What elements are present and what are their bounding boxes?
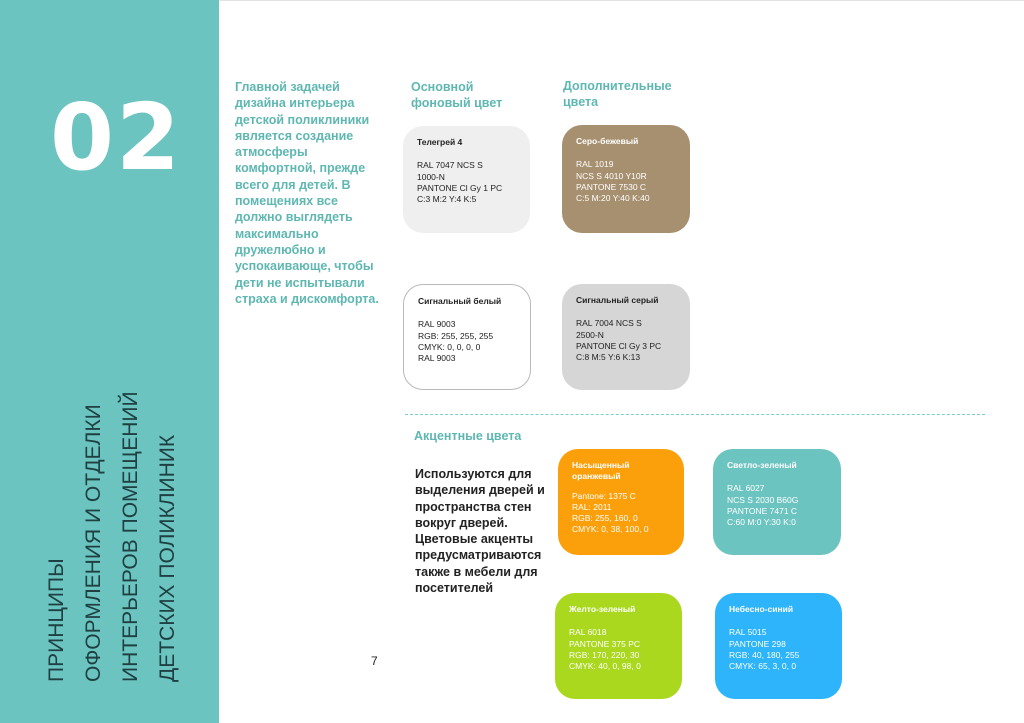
card-title: Насыщенный оранжевый (572, 460, 630, 482)
color-card-sky-blue (715, 593, 842, 699)
card-title: Сигнальный серый (576, 295, 659, 305)
card-line: PANTONE 7471 C (727, 505, 798, 516)
extra-colors-label: Дополнительные цвета (563, 79, 672, 109)
top-border (219, 0, 1024, 1)
card-title: Небесно-синий (729, 604, 794, 614)
card-line: 1000-N (417, 171, 445, 182)
accent-colors-label: Акцентные цвета (414, 429, 522, 443)
color-card-telegrey (403, 126, 530, 233)
card-line: RAL 9003 (418, 319, 456, 330)
card-line: PANTONE 7530 C (576, 181, 647, 192)
card-line: CMYK: 40, 0, 98, 0 (569, 661, 641, 672)
color-card-signal-white (403, 284, 531, 390)
vertical-title (38, 382, 186, 682)
color-card-grey-beige (562, 125, 690, 233)
card-line: RGB: 170, 220, 30 (569, 649, 640, 660)
page-number: 7 (371, 654, 378, 668)
card-line: C:60 M:0 Y:30 K:0 (727, 517, 796, 528)
title-line-4: ДЕТСКИХ ПОЛИКЛИНИК (156, 434, 179, 682)
card-line: RAL: 2011 (572, 501, 612, 512)
sidebar (0, 0, 219, 723)
card-line: PANTONE 298 (729, 638, 786, 649)
card-line: RGB: 255, 160, 0 (572, 513, 638, 524)
title-line-2: ОФОРМЛЕНИЯ И ОТДЕЛКИ (82, 404, 105, 682)
card-line: C:3 M:2 Y:4 K:5 (417, 194, 477, 205)
card-line: CMYK: 0, 0, 0, 0 (418, 341, 481, 352)
accent-description: Используются для выделения дверей и пространства стен вокруг дверей. Цветовые акценты предусматриваются также в мебели для посетителей (415, 467, 545, 596)
card-line: PANTONE Cl Gy 1 PC (417, 182, 503, 193)
card-line: RAL 7004 NCS S (576, 318, 642, 329)
card-title: Светло-зеленый (727, 460, 797, 470)
color-card-orange (558, 449, 684, 555)
color-card-light-green (713, 449, 841, 555)
title-line-3: ИНТЕРЬЕРОВ ПОМЕЩЕНИЙ (119, 391, 142, 682)
card-line: NCS S 4010 Y10R (576, 170, 647, 181)
card-line: RGB: 255, 255, 255 (418, 330, 494, 341)
color-card-yellow-green (555, 593, 682, 699)
card-line: Pantone: 1375 C (572, 490, 636, 501)
card-line: CMYK: 0, 38, 100, 0 (572, 524, 649, 535)
card-title: Серо-бежевый (576, 136, 639, 146)
section-divider (405, 414, 985, 415)
card-line: C:8 M:5 Y:6 K:13 (576, 352, 641, 363)
card-title: Желто-зеленый (569, 604, 636, 614)
card-line: PANTONE Cl Gy 3 PC (576, 340, 662, 351)
card-line: 2500-N (576, 329, 604, 340)
card-line: RAL 5015 (729, 627, 767, 638)
base-color-label: Основной фоновый цвет (411, 80, 503, 110)
intro-text: Главной задачей дизайна интерьера детской поликлиники является создание атмосферы комфортной, прежде всего для детей. В помещениях все должно выглядеть максимально дружелюбно и успокаивающе, чтобы дети не испытывали страха и дискомфорта. (235, 80, 379, 306)
title-line-1: ПРИНЦИПЫ (45, 558, 68, 682)
card-line: RAL 6027 (727, 483, 765, 494)
card-line: RAL 9003 (418, 353, 456, 364)
card-title: Телегрей 4 (417, 137, 463, 147)
card-line: RAL 6018 (569, 627, 607, 638)
color-card-signal-grey (562, 284, 690, 390)
card-line: RGB: 40, 180, 255 (729, 649, 800, 660)
card-line: RAL 7047 NCS S (417, 160, 483, 171)
card-title: Сигнальный белый (418, 296, 502, 306)
card-line: PANTONE 375 PC (569, 638, 641, 649)
section-number: 02 (50, 84, 183, 191)
card-line: CMYK: 65, 3, 0, 0 (729, 661, 797, 672)
card-line: NCS S 2030 B60G (727, 494, 799, 505)
card-line: RAL 1019 (576, 159, 614, 170)
card-line: C:5 M:20 Y:40 K:40 (576, 193, 650, 204)
